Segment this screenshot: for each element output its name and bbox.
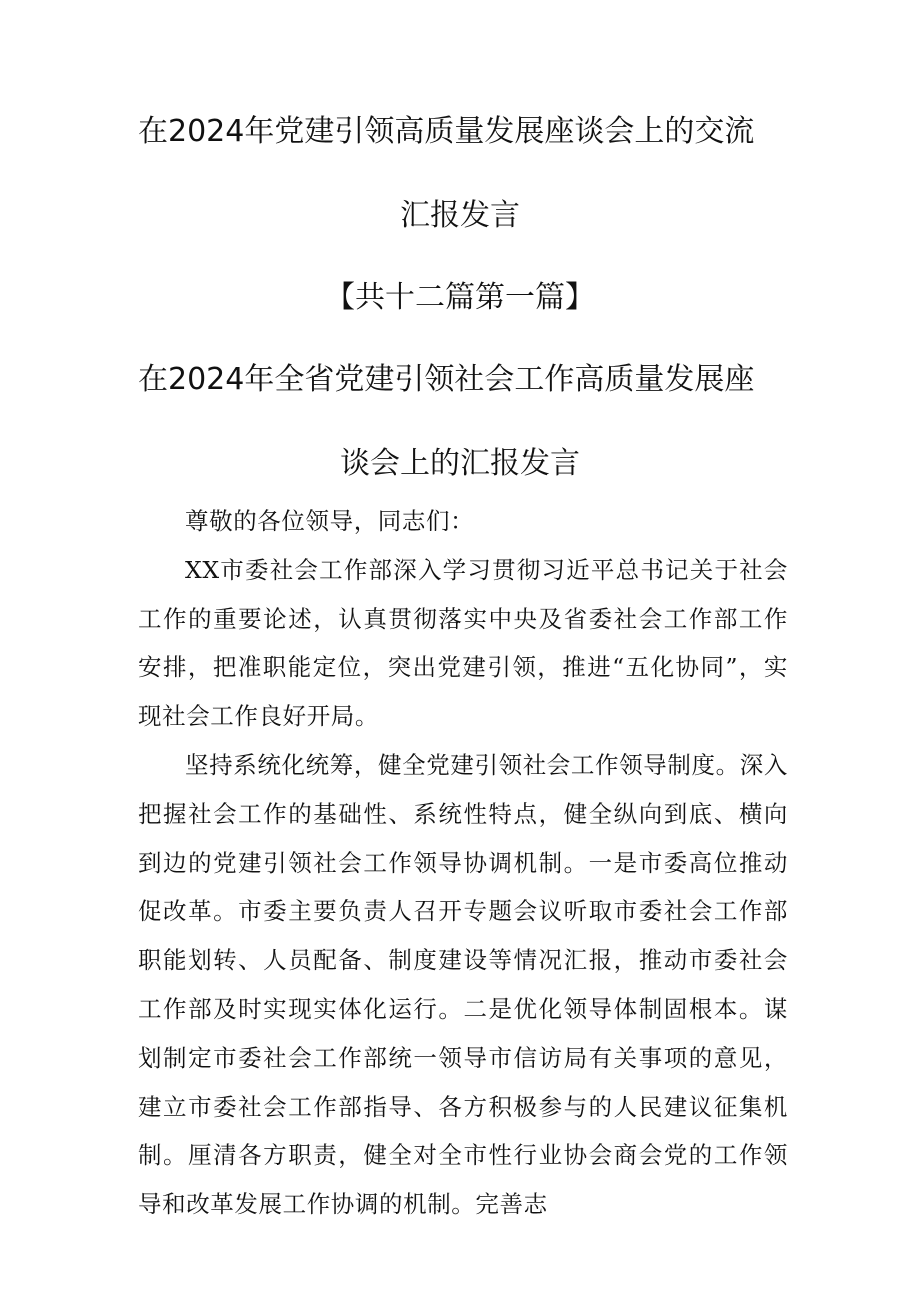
salutation: 尊敬的各位领导，同志们： xyxy=(185,507,475,535)
subtitle-line-2: 谈会上的汇报发言 xyxy=(340,446,580,481)
series-label: 【共十二篇第一篇】 xyxy=(325,280,595,315)
document-title-line-2: 汇报发言 xyxy=(400,198,520,233)
document-title-line-1: 在2024年党建引领高质量发展座谈会上的交流 xyxy=(138,114,755,149)
paragraph-2: 坚持系统化统筹，健全党建引领社会工作领导制度。深入把握社会工作的基础性、系统性特点，健全纵向到底、横向到边的党建引领社会工作领导协调机制。一是市委高位推动促改革。市委主要负责人召开专题会议听取市委社会工作部职能划转、人员配备、制度建设等情况汇报，推动市委社会工作部及时实现实体化运行。二是优化领导体制固根本。谋划制定市委社会工作部统一领导市信访局有关事项的意见，建立市委社会工作部指导、各方积极参与的人民建议征集机制。厘清各方职责，健全对全市性行业协会商会党的工作领导和改革发展工作协调的机制。完善志 xyxy=(138,750,788,1219)
paragraph-1: XX市委社会工作部深入学习贯彻习近平总书记关于社会工作的重要论述，认真贯彻落实中央及省委社会工作部工作安排，把准职能定位，突出党建引领，推进“五化协同”，实现社会工作良好开局。 xyxy=(138,555,788,731)
document-body xyxy=(138,497,788,1229)
subtitle-line-1: 在2024年全省党建引领社会工作高质量发展座 xyxy=(138,362,755,397)
